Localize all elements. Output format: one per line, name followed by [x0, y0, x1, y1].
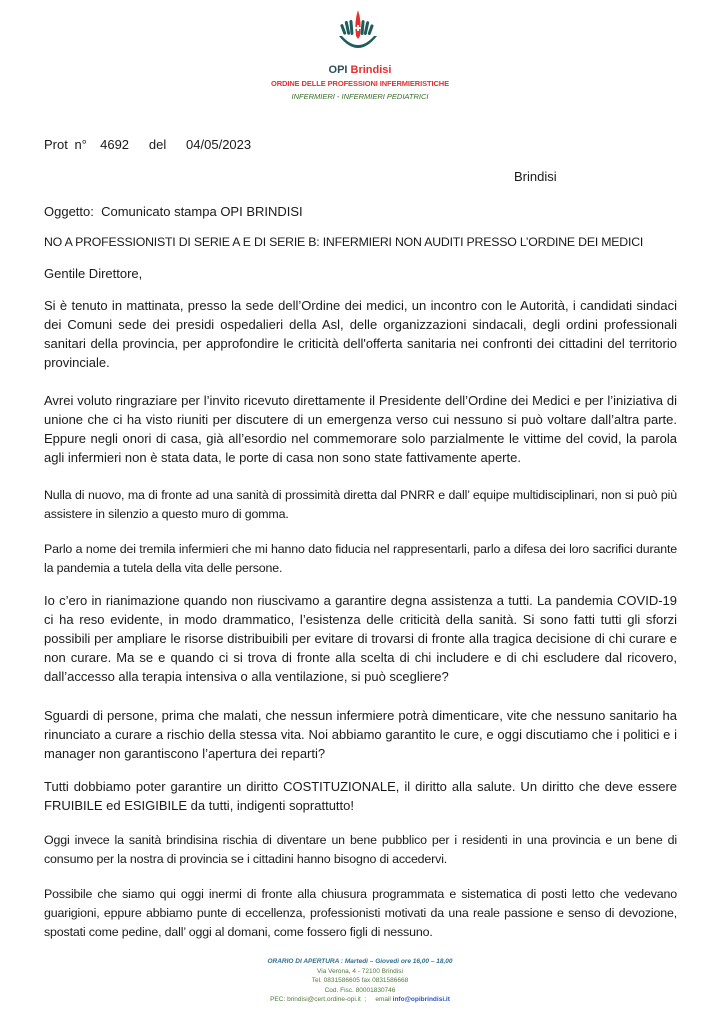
footer-tax-code: Cod. Fisc. 80001830746: [324, 986, 396, 994]
paragraph: Parlo a nome dei tremila infermieri che mi hanno dato fiducia nel rappresentarli, parlo a difesa dei loro sacrifici durante la pandemia a tutela della vita delle persone.: [44, 542, 677, 575]
protocol-number: Prot n° 4692 del 04/05/2023: [44, 137, 252, 152]
paragraph: Tutti dobbiamo poter garantire un diritto COSTITUZIONALE, il diritto alla salute. Un diritto che deve essere FRUIBILE ed ESIGIBILE da tutti, indigenti soprattutto!: [44, 779, 677, 813]
org-name: [0, 64, 720, 76]
footer-pec: PEC: brindisi@cert.ordine-opi.it ; email: [270, 996, 393, 1004]
paragraph: Possibile che siamo qui oggi inermi di fronte alla chiusura programmata e sistematica di posti letto che vedevano guarigioni, eppure abbiamo punte di eccellenza, professionisti motivati da una reale passione e senso di devozione, spostati come pedine, dall’ oggi al domani, come fossero figli di nessuno.: [44, 887, 677, 939]
org-subtitle: INFERMIERI - INFERMIERI PEDIATRICI: [291, 92, 429, 101]
paragraph: Nulla di nuovo, ma di fronte ad una sanità di prossimità diretta dal PNRR e dall’ equipe multidisciplinari, non si può più assistere in silenzio a questo muro di gomma.: [44, 488, 677, 521]
letter-footer: [0, 957, 720, 1005]
paragraph: Io c’ero in rianimazione quando non riuscivamo a garantire degna assistenza a tutti. La pandemia COVID-19 ci ha reso evidente, in modo drammatico, l’esistenza delle criticità della sanità. Si sono fatti tutti gli sforzi possibili per ampliare le risorse distribuibili per evitare di trovarsi di fronte alla tragica decisione di chi curare e non curare. Ma se e quando ci si trova di fronte alla scelta di chi includere e di chi escludere dal ricovero, dall’accesso alla terapia intensiva o alla ventilazione, si può scegliere?: [44, 593, 677, 684]
letter-subject: Oggetto: Comunicato stampa OPI BRINDISI: [44, 204, 303, 219]
org-full-name: ORDINE DELLE PROFESSIONI INFERMIERISTICHE: [271, 79, 449, 88]
org-city: Brindisi: [350, 64, 392, 76]
paragraph: Sguardi di persone, prima che malati, che nessun infermiere potrà dimenticare, vite che nessuno sanitario ha rinunciato a curare a rischio della stessa vita. Noi abbiamo garantito le cure, e oggi discutiamo che i politici e i manager non garantiscono l’apertura dei reparti?: [44, 708, 677, 761]
footer-address: Via Verona, 4 - 72100 Brindisi: [317, 967, 403, 975]
hands-flame-logo-icon: [333, 8, 383, 58]
org-short: OPI: [328, 64, 351, 76]
paragraph: Avrei voluto ringraziare per l’invito ricevuto direttamente il Presidente dell’Ordine dei Medici e per l’iniziativa di unione che ci ha visto riuniti per discutere di un emergenza verso cui nessuno si può voltare dall’altra parte. Eppure negli onori di casa, già all’esordio nel commemorare solo parzialmente le vittime del covid, la parola agli infermieri non è stata data, le porte di casa non sono state fattivamente aperte.: [44, 393, 677, 465]
paragraph: Si è tenuto in mattinata, presso la sede dell’Ordine dei medici, un incontro con le Autorità, i candidati sindaci dei Comuni sede dei presidi ospedalieri della Asl, delle organizzazioni sindacali, degli ordini professionali sanitari della provincia, per approfondire le criticità dell'offerta sanitaria nei confronti dei cittadini del territorio provinciale.: [44, 298, 677, 370]
footer-contacts: [0, 995, 720, 1005]
footer-email-link[interactable]: info@opibrindisi.it: [392, 996, 450, 1004]
paragraph: Oggi invece la sanità brindisina rischia di diventare un bene pubblico per i residenti in una provincia e un bene di consumo per la nostra di provincia se i cittadini hanno bisogno di accedervi.: [44, 833, 677, 866]
footer-phone: Tel. 0831586605 fax 0831586668: [311, 977, 409, 985]
letter-greeting: Gentile Direttore,: [44, 266, 143, 281]
letter-headline: NO A PROFESSIONISTI DI SERIE A E DI SERIE B: INFERMIERI NON AUDITI PRESSO L’ORDINE DEI MEDICI: [44, 235, 644, 249]
letter-city: Brindisi: [514, 169, 557, 184]
opening-hours: ORARIO DI APERTURA : Martedì – Giovedì ore 16,00 – 18,00: [267, 958, 453, 965]
